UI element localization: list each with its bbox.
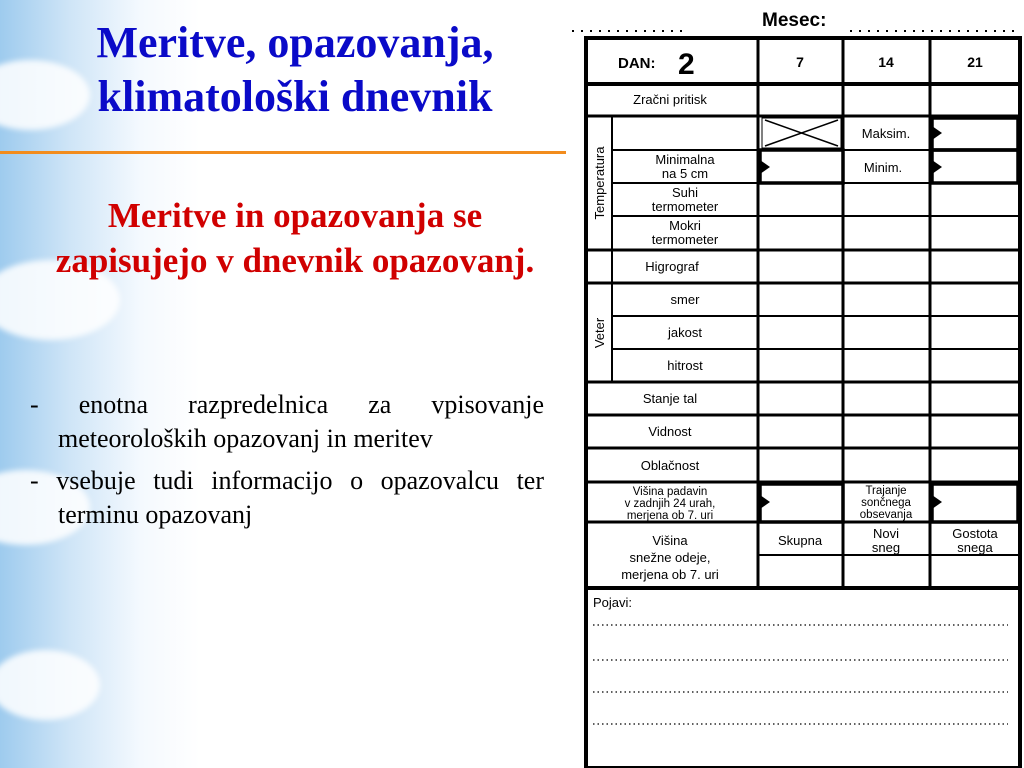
term-14: 14 [878,54,894,70]
row-wind-speed: hitrost [667,358,703,373]
row-air-pressure: Zračni pritisk [633,92,707,107]
cell-sunshine-line3: obsevanja [859,509,913,521]
bullet-item: - vsebuje tudi informacijo o opazovalcu ter terminu opazovanj [30,466,544,529]
row-wind-direction: smer [670,292,700,307]
row-min-line1: Minimalna [655,152,715,167]
phenomena-label: Pojavi: [593,595,633,610]
cell-sunshine-line1: Trajanje [865,485,907,497]
row-dry-line1: Suhi [671,185,699,200]
day-label: DAN: [618,55,656,72]
row-wet-line1: Mokri [669,218,701,233]
slide-subtitle: Meritve in opazovanja se zapisujejo v dnevnik opazovanj. [55,196,535,280]
row-snow-line1: Višina [652,533,688,548]
group-temperature: Temperatura [592,146,607,220]
title-line: klimatološki dnevnik [97,72,493,121]
row-min-line2: na 5 cm [661,166,709,181]
row-cloudiness: Oblačnost [640,458,700,473]
row-precip-line1: Višina padavin [632,486,708,498]
row-snow-line3: merjena ob 7. uri [621,567,719,582]
row-precip-line3: merjena ob 7. uri [626,510,714,522]
observation-form [566,0,1024,768]
row-hygrograph: Higrograf [645,259,699,274]
term-21: 21 [967,54,983,70]
cloud [0,650,100,720]
cell-snow-total: Skupna [777,533,823,548]
row-ground-state: Stanje tal [642,391,698,406]
cell-new-snow-line2: sneg [871,540,901,555]
title-line: Meritve, opazovanja, [96,18,494,67]
row-precip-line2: v zadnjih 24 urah, [624,498,716,510]
cell-max: Maksim. [861,126,911,141]
group-wind: Veter [592,317,607,349]
bullet-list [30,388,544,540]
row-visibility: Vidnost [648,424,692,439]
row-snow-line2: snežne odeje, [629,550,711,565]
month-label: Mesec: [762,10,827,31]
row-wet-line2: termometer [651,232,719,247]
title-divider [0,151,566,154]
term-7: 7 [796,54,804,70]
cell-snow-density-line2: snega [957,540,993,555]
cell-sunshine-line2: sončnega [861,497,911,509]
cell-snow-density-line1: Gostota [952,526,998,541]
day-value: 2 [678,48,695,81]
cell-new-snow-line1: Novi [872,526,900,541]
row-dry-line2: termometer [651,199,719,214]
bullet-item: - enotna razpredelnica za vpisovanje meteoroloških opazovanj in meritev [30,390,544,453]
cell-min: Minim. [863,160,903,175]
slide-title [30,16,560,124]
row-wind-strength: jakost [668,325,702,340]
